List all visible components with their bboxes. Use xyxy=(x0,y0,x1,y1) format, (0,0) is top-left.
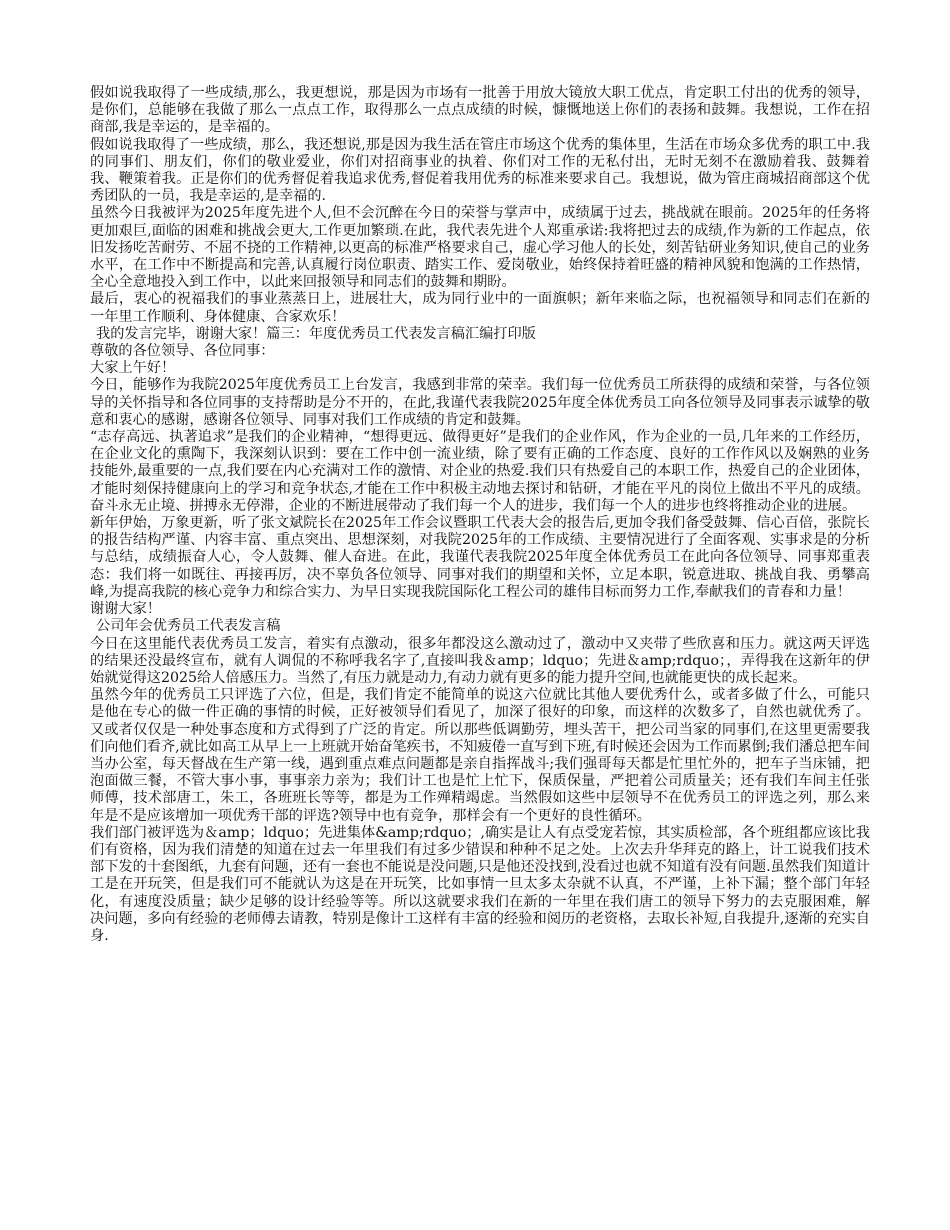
paragraph: 最后，衷心的祝福我们的事业蒸蒸日上，进展壮大，成为同行业中的一面旗帜；新年来临之际，也祝福领导和同志们在新的一年里工作顺利、身体健康、合家欢乐！ xyxy=(90,291,870,325)
greeting: 大家上午好！ xyxy=(90,360,176,377)
paragraph: 今日在这里能代表优秀员工发言，着实有点激动，很多年都没这么激动过了，激动中又夹带了些欣喜和压力。就这两天评选的结果还没最终宣布，就有人调侃的不称呼我名字了,直接叫我＆amp；ldquo；先进＆amp;rdquo；，弄得我在这新年的伊始就觉得这2025给人倍感压力。当然了,有压力就是动力,有动力就有更多的能力提升空间,也就能更快的成长起来。 xyxy=(90,635,870,686)
document-body xyxy=(90,85,870,945)
salutation: 尊敬的各位领导、各位同事： xyxy=(90,343,275,360)
paragraph: “志存高远、执著追求”是我们的企业精神，“想得更远、做得更好”是我们的企业作风，作为企业的一员,几年来的工作经历，在企业文化的熏陶下，我深刻认识到：要在工作中创一流业绩，除了要有正确的工作态度、良好的工作作风以及娴熟的业务技能外,最重要的一点,我们要在内心充满对工作的激情、对企业的热爱.我们只有热爱自己的本职工作，热爱自己的企业团体，才能时刻保持健康向上的学习和竞争状态,才能在工作中积极主动地去探讨和钻研，才能在平凡的岗位上做出不平凡的成绩。奋斗永无止境、拼搏永无停滞，企业的不断进展带动了我们每一个人的进步，我们每一个人的进步也终将推动企业的进展。 xyxy=(90,429,870,514)
paragraph: 假如说我取得了一些成绩，那么，我还想说,那是因为我生活在管庄市场这个优秀的集体里，生活在市场众多优秀的职工中.我的同事们、朋友们，你们的敬业爱业，你们对招商事业的执着、你们对工作的无私付出，无时无刻不在激励着我、鼓舞着我、鞭策着我。正是你们的优秀督促着我追求优秀,督促着我用优秀的标准来要求自己。我想说，做为管庄商城招商部这个优秀团队的一员，我是幸运的,是幸福的. xyxy=(90,136,870,205)
paragraph: 虽然今年的优秀员工只评选了六位，但是，我们肯定不能简单的说这六位就比其他人要优秀什么，或者多做了什么，可能只是他在专心的做一件正确的事情的时候，正好被领导们看见了，加深了很好的印象，而这样的次数多了，自然也就优秀了。又或者仅仅是一种处事态度和方式得到了广泛的肯定。所以那些低调勤劳，埋头苦干，把公司当家的同事们,在这里更需要我们向他们看齐,就比如高工从早上一上班就开始奋笔疾书，不知疲倦一直写到下班,有时候还会因为工作而累倒;我们潘总把车间当办公室，每天督战在生产第一线，遇到重点难点问题都是亲自指挥战斗;我们强哥每天都是忙里忙外的，把车子当床铺，把泡面做三餐，不管大事小事，事事亲力亲为；我们计工也是忙上忙下，保质保量，严把着公司质量关；还有我们车间主任张师傅，技术部唐工，朱工，各班班长等等，都是为工作殚精竭虑。当然假如这些中层领导不在优秀员工的评选之列，那么来年是不是应该增加一项优秀干部的评选?领导中也有竞争，那样会有一个更好的良性循环。 xyxy=(90,687,870,824)
paragraph: 虽然今日我被评为2025年度先进个人,但不会沉醉在今日的荣誉与掌声中，成绩属于过去，挑战就在眼前。2025年的任务将更加艰巨,面临的困难和挑战会更大,工作更加繁琐.在此，我代表先进个人郑重承诺:我将把过去的成绩,作为新的工作起点，依旧发扬吃苦耐劳、不屈不挠的工作精神,以更高的标准严格要求自己，虚心学习他人的长处，刻苦钻研业务知识,使自己的业务水平，在工作中不断提高和完善,认真履行岗位职责、踏实工作、爱岗敬业，始终保持着旺盛的精神风貌和饱满的工作热情，全心全意地投入到工作中，以此来回报领导和同志们的鼓舞和期盼。 xyxy=(90,205,870,291)
paragraph: 我们部门被评选为＆amp；ldquo；先进集体&amp;rdquo；,确实是让人有点受宠若惊，其实质检部，各个班组都应该比我们有资格，因为我们清楚的知道在过去一年里我们有过多少错误和种种不足之处。上次去升华拜克的路上，计工说我们技术部下发的十套图纸，九套有问题，还有一套也不能说是没问题,只是他还没找到,没看过也就不知道有没有问题.虽然我们知道计工是在开玩笑，但是我们可不能就认为这是在开玩笑，比如事情一旦太多太杂就不认真，不严谨，上补下漏；整个部门年轻化，有速度没质量；缺少足够的设计经验等等。所以这就要求我们在新的一年里在我们唐工的领导下努力的去克服困难，解决问题，多向有经验的老师傅去请教，特别是像计工这样有丰富的经验和阅历的老资格，去取长补短,自我提升,逐渐的充实自身. xyxy=(90,824,870,944)
paragraph: 今日，能够作为我院2025年度优秀员工上台发言，我感到非常的荣幸。我们每一位优秀员工所获得的成绩和荣誉，与各位领导的关怀指导和各位同事的支持帮助是分不开的，在此,我谨代表我院2025年度全体优秀员工向各位领导及同事表示诚挚的敬意和衷心的感谢，感谢各位领导、同事对我们工作成绩的肯定和鼓舞。 xyxy=(90,377,870,428)
section-heading: 公司年会优秀员工代表发言稿 xyxy=(96,618,281,635)
paragraph: 假如说我取得了一些成绩,那么，我更想说，那是因为市场有一批善于用放大镜放大职工优点，肯定职工付出的优秀的领导，是你们，总能够在我做了那么一点点工作，取得那么一点点成绩的时候，慷慨地送上你们的表扬和鼓舞。我想说，工作在招商部,我是幸运的，是幸福的。 xyxy=(90,85,870,136)
section-heading: 我的发言完毕，谢谢大家！篇三：年度优秀员工代表发言稿汇编打印版 xyxy=(96,325,536,342)
closing-line: 谢谢大家！ xyxy=(90,601,161,618)
paragraph: 新年伊始，万象更新，听了张文斌院长在2025年工作会议暨职工代表大会的报告后,更加令我们备受鼓舞、信心百倍，张院长的报告结构严谨、内容丰富、重点突出、思想深刻，对我院2025年的工作成绩、主要情况进行了全面客观、实事求是的分析与总结，成绩振奋人心，令人鼓舞、催人奋进。在此，我谨代表我院2025年度全体优秀员工在此向各位领导、同事郑重表态：我们将一如既往、再接再厉，决不辜负各位领导、同事对我们的期望和关怀，立足本职，锐意进取、挑战自我、勇攀高峰,为提高我院的核心竞争力和综合实力、为早日实现我院国际化工程公司的雄伟目标而努力工作,奉献我们的青春和力量！ xyxy=(90,515,870,600)
